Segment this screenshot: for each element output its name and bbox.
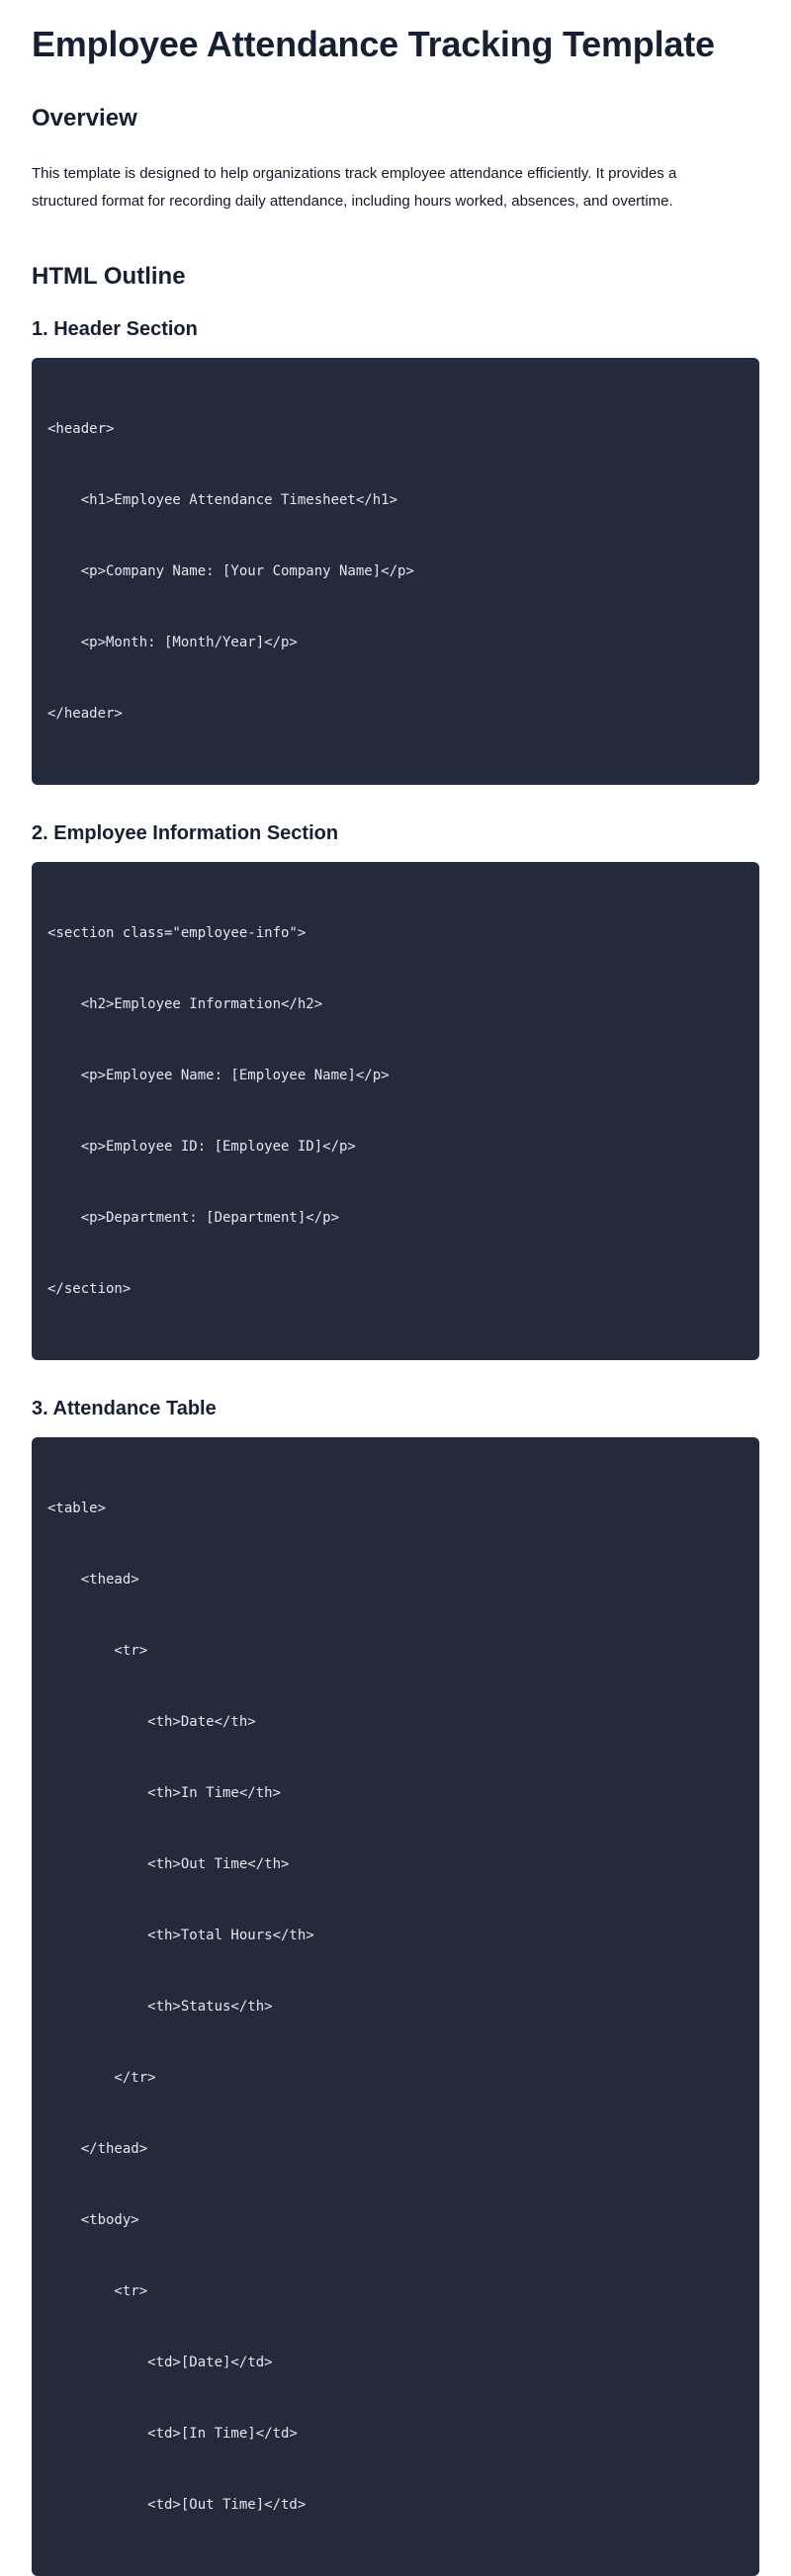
code-line: <section class="employee-info"> [47, 925, 307, 941]
code-line: <td>[Date]</td> [47, 2355, 273, 2370]
code-line: </tr> [47, 2070, 156, 2086]
page-title: Employee Attendance Tracking Template [32, 24, 715, 64]
code-line: <table> [47, 1501, 107, 1516]
code-line: <h1>Employee Attendance Timesheet</h1> [47, 492, 398, 508]
code-line: <p>Employee Name: [Employee Name]</p> [47, 1068, 390, 1083]
html-outline-heading: HTML Outline [32, 263, 186, 290]
overview-heading: Overview [32, 105, 137, 131]
code-line: <td>[In Time]</td> [47, 2426, 298, 2442]
code-line: <h2>Employee Information</h2> [47, 996, 323, 1012]
attendance-table-code-block [32, 1437, 759, 2576]
code-line: <th>Status</th> [47, 1999, 273, 2015]
code-line: </header> [47, 706, 123, 722]
employee-info-section-heading: 2. Employee Information Section [32, 822, 339, 844]
code-line: <tr> [47, 2283, 148, 2299]
code-line: <th>Total Hours</th> [47, 1928, 314, 1943]
employee-info-code-block [32, 862, 759, 1360]
overview-line-1: This template is designed to help organizations track employee attendance efficiently. It provides a [32, 165, 677, 182]
code-line: <th>Date</th> [47, 1714, 256, 1730]
code-line: <td>[Out Time]</td> [47, 2497, 307, 2513]
overview-line-2: structured format for recording daily attendance, including hours worked, absences, and overtime. [32, 193, 673, 210]
header-section-heading: 1. Header Section [32, 318, 198, 340]
code-line: <tr> [47, 1643, 148, 1659]
code-line: <p>Company Name: [Your Company Name]</p> [47, 563, 414, 579]
attendance-table-section-heading: 3. Attendance Table [32, 1398, 217, 1419]
code-line: <th>Out Time</th> [47, 1856, 290, 1872]
code-line: </thead> [47, 2141, 148, 2157]
header-section-code-block [32, 358, 759, 785]
code-line: <tbody> [47, 2212, 139, 2228]
code-line: <thead> [47, 1572, 139, 1588]
overview-paragraph [32, 160, 759, 215]
code-line: <p>Month: [Month/Year]</p> [47, 635, 298, 650]
code-line: <th>In Time</th> [47, 1785, 282, 1801]
code-line: </section> [47, 1281, 132, 1297]
code-line: <p>Employee ID: [Employee ID]</p> [47, 1139, 356, 1155]
code-line: <header> [47, 421, 115, 437]
code-line: <p>Department: [Department]</p> [47, 1210, 340, 1226]
